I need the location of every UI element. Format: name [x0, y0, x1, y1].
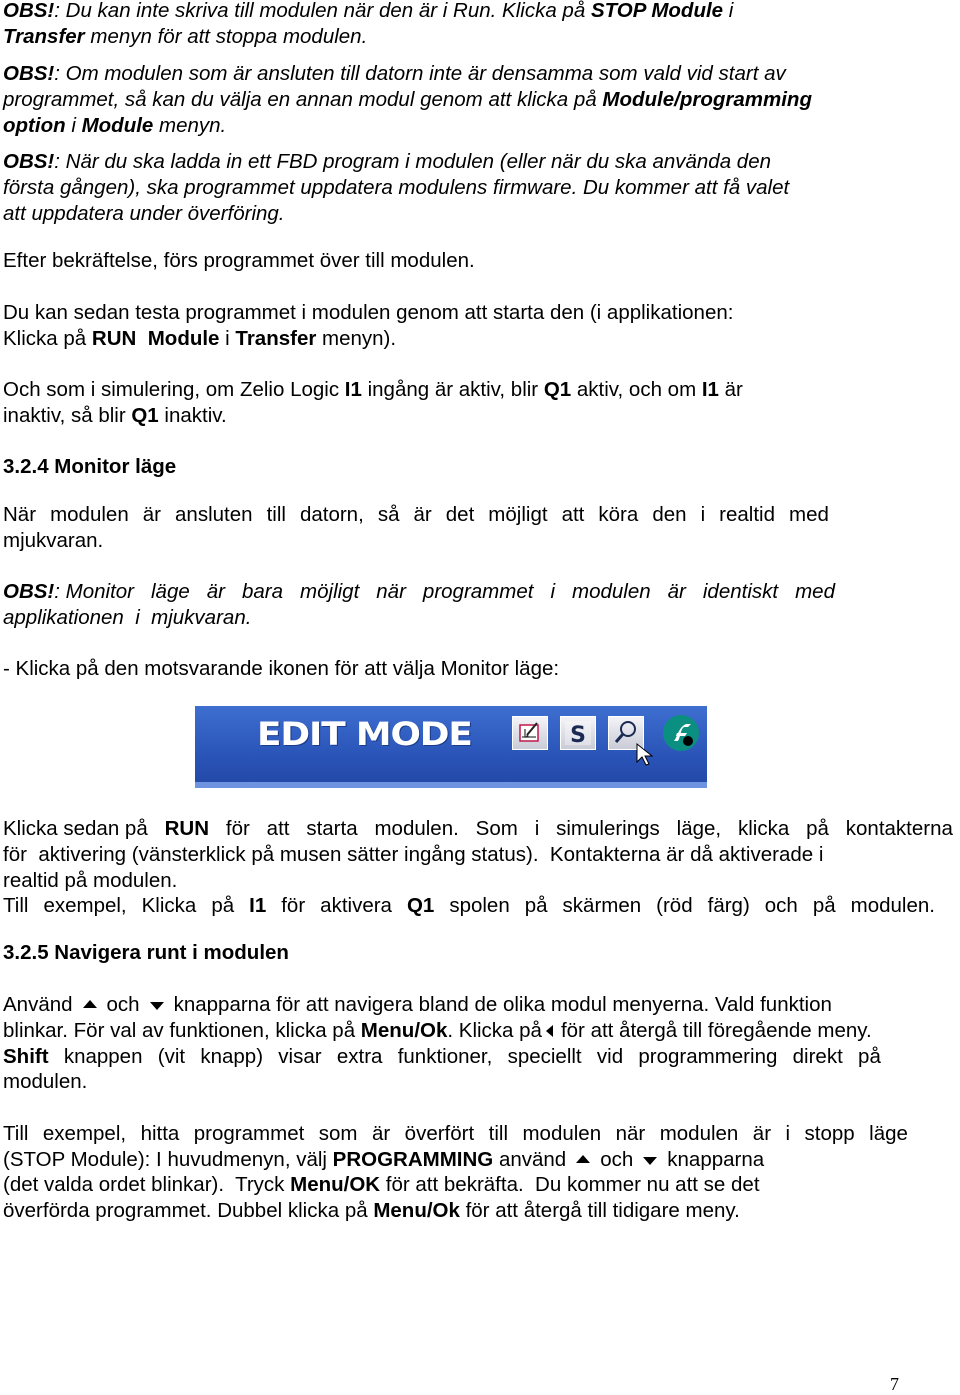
- paragraph-monitor-line-2: mjukvaran.: [3, 529, 104, 552]
- obs-note-3-line-1: OBS!: När du ska ladda in ett FBD program i modulen (eller när du ska använda den: [3, 150, 771, 173]
- section-heading-monitor: 3.2.4 Monitor läge: [3, 455, 177, 478]
- obs-note-3-line-2: första gången), ska programmet uppdatera modulens firmware. Du kommer att få valet: [3, 176, 790, 199]
- paragraph-example-line-3: (det valda ordet blinkar). Tryck Menu/OK för att bekräfta. Du kommer nu att se det: [3, 1173, 760, 1196]
- obs-note-2-line-2: programmet, så kan du välja en annan modul genom att klicka på Module/programming: [3, 88, 812, 111]
- paragraph-navigate-line-4: modulen.: [3, 1070, 88, 1093]
- paragraph-navigate-line-3: Shift knappen (vit knapp) visar extra funktioner, speciellt vid programmering direkt på: [3, 1045, 881, 1068]
- simulation-icon[interactable]: [560, 716, 596, 750]
- paragraph-simulation-line-2: inaktiv, så blir Q1 inaktiv.: [3, 404, 227, 427]
- arrow-up-icon: [576, 1155, 590, 1163]
- zelio-logo-icon[interactable]: [662, 714, 700, 752]
- arrow-left-icon: [546, 1025, 553, 1037]
- obs-label: OBS!: [3, 62, 55, 85]
- paragraph-run-line-1: Klicka sedan på RUN för att starta modulen. Som i simulerings läge, klicka på kontakterna: [3, 817, 953, 840]
- arrow-down-icon: [150, 1002, 164, 1010]
- section-heading-navigate: 3.2.5 Navigera runt i modulen: [3, 941, 289, 964]
- paragraph-run-line-4: Till exempel, Klicka på I1 för aktivera Q1 spolen på skärmen (röd färg) och på modulen.: [3, 894, 935, 917]
- paragraph-run-line-3: realtid på modulen.: [3, 869, 178, 892]
- paragraph-test-line-2: Klicka på RUN Module i Transfer menyn).: [3, 327, 397, 350]
- obs-note-3-line-3: att uppdatera under överföring.: [3, 202, 285, 225]
- arrow-down-icon: [643, 1157, 657, 1165]
- svg-text:S: S: [570, 723, 586, 748]
- obs-note-2-line-1: OBS!: Om modulen som är ansluten till datorn inte är densamma som vald vid start av: [3, 62, 786, 85]
- paragraph-monitor-instruction: - Klicka på den motsvarande ikonen för att välja Monitor läge:: [3, 657, 560, 680]
- edit-mode-icon[interactable]: [512, 716, 548, 750]
- paragraph-navigate-line-1: Använd och knapparna för att navigera bland de olika modul menyerna. Vald funktion: [3, 993, 832, 1016]
- obs-note-1-line-1: OBS!: Du kan inte skriva till modulen när den är i Run. Klicka på STOP Module i: [3, 0, 734, 22]
- mouse-cursor-icon: [635, 742, 659, 768]
- paragraph-navigate-line-2: blinkar. För val av funktionen, klicka på Menu/Ok. Klicka på för att återgå till föregående meny.: [3, 1019, 872, 1042]
- paragraph-run-line-2: för aktivering (vänsterklick på musen sätter ingång status). Kontakterna är då aktiverade i: [3, 843, 824, 866]
- paragraph-monitor-line-1: När modulen är ansluten till datorn, så är det möjligt att köra den i realtid med: [3, 503, 829, 526]
- obs-label: OBS!: [3, 150, 55, 173]
- paragraph-example-line-4: överförda programmet. Dubbel klicka på Menu/Ok för att återgå till tidigare meny.: [3, 1199, 740, 1222]
- edit-mode-toolbar-image: [195, 706, 707, 788]
- obs-label: OBS!: [3, 0, 55, 22]
- paragraph-example-line-2: (STOP Module): I huvudmenyn, välj PROGRAMMING använd och knapparna: [3, 1148, 765, 1171]
- paragraph-test-line-1: Du kan sedan testa programmet i modulen genom att starta den (i applikationen:: [3, 301, 734, 324]
- obs-note-4-line-1: OBS!: Monitor läge är bara möjligt när programmet i modulen är identiskt med: [3, 580, 835, 603]
- obs-note-4-line-2: applikationen i mjukvaran.: [3, 606, 252, 629]
- page-number: 7: [890, 1374, 899, 1394]
- edit-mode-title: EDIT MODE: [257, 715, 472, 753]
- obs-label: OBS!: [3, 580, 55, 603]
- arrow-up-icon: [83, 1000, 97, 1008]
- paragraph-confirmation: Efter bekräftelse, förs programmet över till modulen.: [3, 249, 475, 272]
- paragraph-example-line-1: Till exempel, hitta programmet som är överfört till modulen när modulen är i stopp läge: [3, 1122, 908, 1145]
- paragraph-simulation-line-1: Och som i simulering, om Zelio Logic I1 ingång är aktiv, blir Q1 aktiv, och om I1 är: [3, 378, 743, 401]
- obs-note-1-line-2: Transfer menyn för att stoppa modulen.: [3, 25, 368, 48]
- obs-note-2-line-3: option i Module menyn.: [3, 114, 227, 137]
